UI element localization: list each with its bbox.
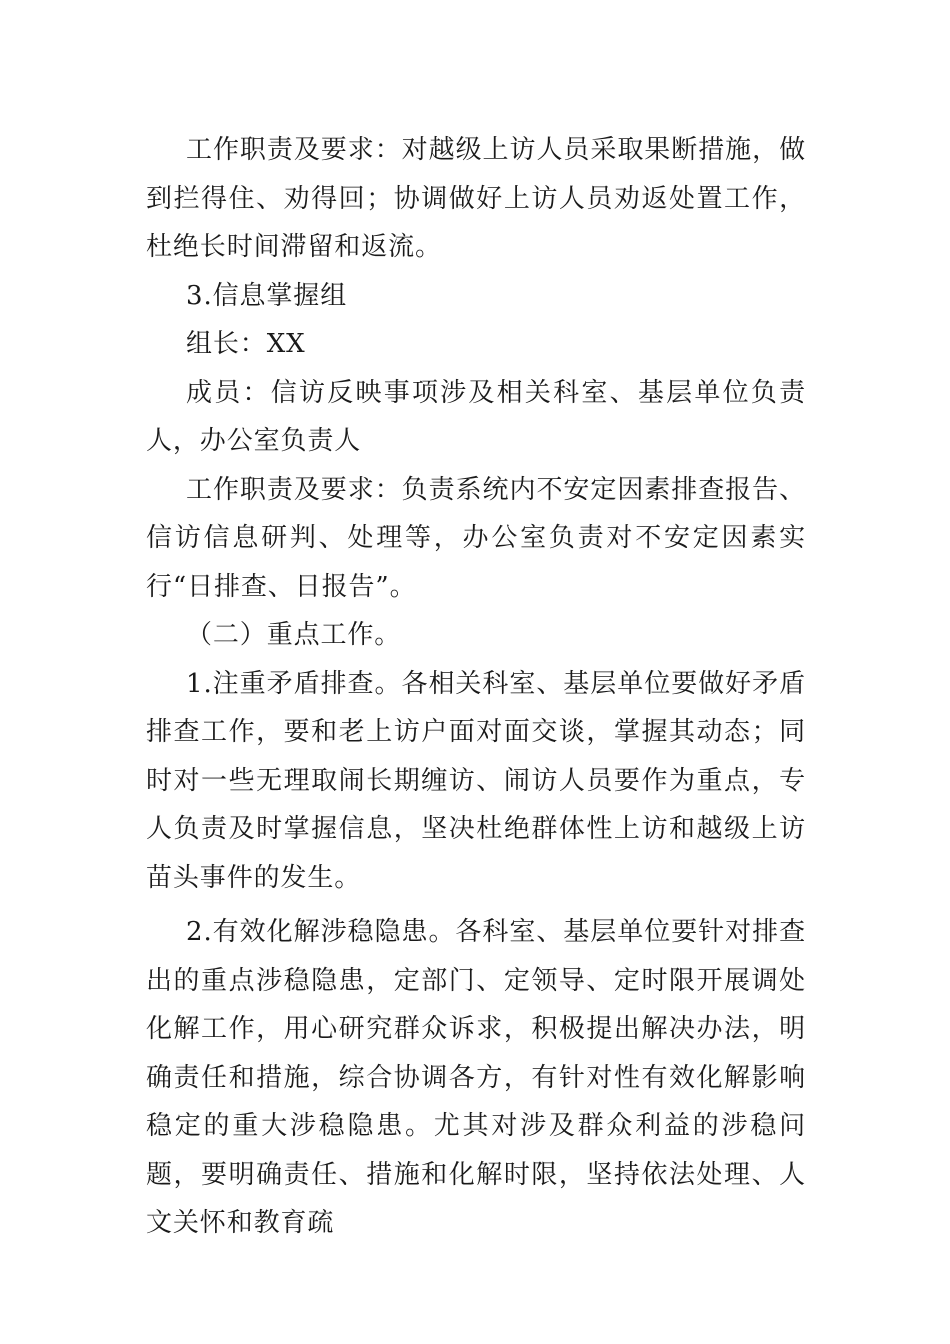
- paragraph-risk-resolution: 2.有效化解涉稳隐患。各科室、基层单位要针对排查出的重点涉稳隐患，定部门、定领导、定时限开展调处化解工作，用心研究群众诉求，积极提出解决办法，明确责任和措施，综合协调各方，有针对性有效化解影响稳定的重大涉稳隐患。尤其对涉及群众利益的涉稳问题，要明确责任、措施和化解时限，坚持依法处理、人文关怀和教育疏: [146, 917, 806, 1238]
- paragraph-group-leader: 组长：XX: [186, 329, 306, 359]
- paragraph-duties-info: 工作职责及要求：负责系统内不安定因素排查报告、信访信息研判、处理等，办公室负责对不安定因素实行“日排查、日报告”。: [146, 474, 806, 602]
- paragraph-conflict-screening: 1.注重矛盾排查。各相关科室、基层单位要做好矛盾排查工作，要和老上访户面对面交谈，掌握其动态；同时对一些无理取闹长期缠访、闹访人员要作为重点，专人负责及时掌握信息，坚决杜绝群体性上访和越级上访苗头事件的发生。: [146, 668, 806, 893]
- heading-info-group: 3.信息掌握组: [186, 280, 348, 311]
- paragraph-members: 成员：信访反映事项涉及相关科室、基层单位负责人，办公室负责人: [146, 377, 806, 456]
- heading-key-work: （二）重点工作。: [186, 620, 402, 650]
- paragraph-duties-escalation: 工作职责及要求：对越级上访人员采取果断措施，做到拦得住、劝得回；协调做好上访人员劝返处置工作，杜绝长时间滞留和返流。: [146, 135, 806, 262]
- document-page: [146, 126, 806, 1248]
